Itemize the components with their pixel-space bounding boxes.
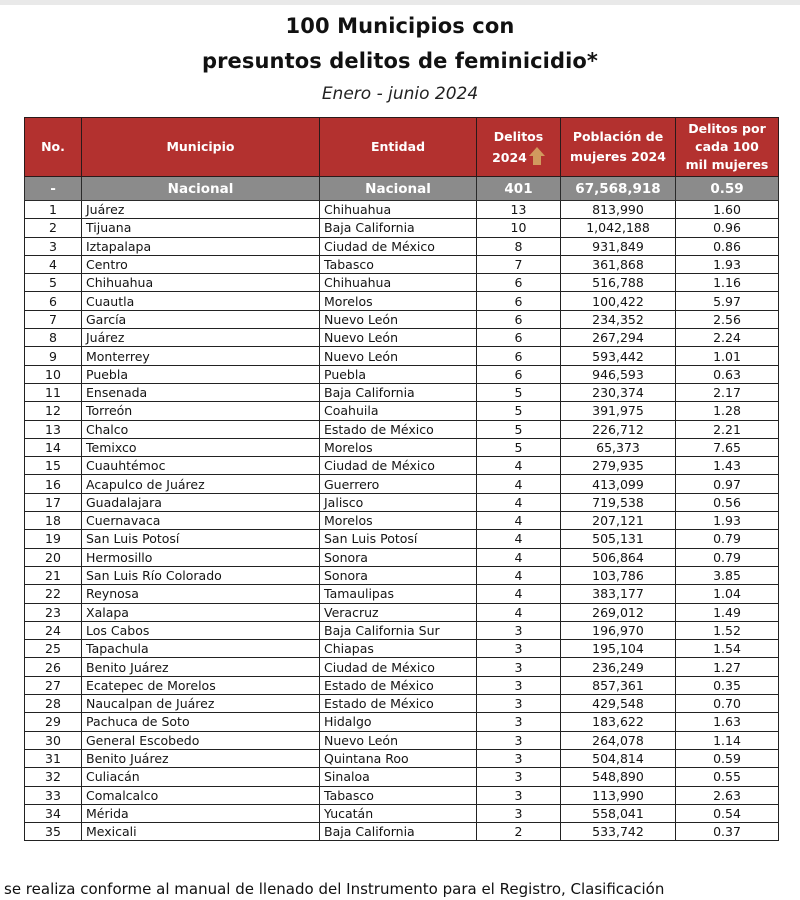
table-row — [25, 603, 779, 621]
table-row — [25, 201, 779, 219]
cell-delitos: 3 — [477, 676, 561, 694]
page-title-line-2: presuntos delitos de feminicidio* — [201, 49, 599, 73]
cell-no: 13 — [25, 420, 82, 438]
cell-entidad: Morelos — [320, 512, 477, 530]
cell-entidad: Estado de México — [320, 420, 477, 438]
cell-entidad: Coahuila — [320, 402, 477, 420]
cell-municipio: Cuernavaca — [82, 512, 320, 530]
cell-tasa: 0.97 — [676, 475, 779, 493]
cell-poblacion: 504,814 — [561, 749, 676, 767]
cell-delitos: 3 — [477, 731, 561, 749]
cell-delitos: 6 — [477, 274, 561, 292]
cell-municipio: Los Cabos — [82, 621, 320, 639]
cell-delitos: 4 — [477, 512, 561, 530]
table-row — [25, 237, 779, 255]
cell-entidad: Veracruz — [320, 603, 477, 621]
cell-municipio: Reynosa — [82, 585, 320, 603]
national-total-row — [25, 177, 779, 201]
cell-entidad: Nuevo León — [320, 347, 477, 365]
cell-poblacion: 413,099 — [561, 475, 676, 493]
cell-no: 22 — [25, 585, 82, 603]
cell-poblacion: 946,593 — [561, 365, 676, 383]
cell-poblacion: 207,121 — [561, 512, 676, 530]
table-row — [25, 731, 779, 749]
cell-municipio: Tapachula — [82, 640, 320, 658]
cell-poblacion: 269,012 — [561, 603, 676, 621]
cell-municipio: Centro — [82, 255, 320, 273]
cell-no: 14 — [25, 438, 82, 456]
cell-tasa: 0.59 — [676, 177, 779, 201]
cell-poblacion: 533,742 — [561, 823, 676, 841]
cell-poblacion: 383,177 — [561, 585, 676, 603]
cell-no: 27 — [25, 676, 82, 694]
cell-municipio: Naucalpan de Juárez — [82, 695, 320, 713]
cell-delitos: 4 — [477, 566, 561, 584]
table-row — [25, 420, 779, 438]
cell-no: 2 — [25, 219, 82, 237]
cell-no: 12 — [25, 402, 82, 420]
cell-municipio: Benito Juárez — [82, 749, 320, 767]
cell-delitos: 2 — [477, 823, 561, 841]
cell-tasa: 1.14 — [676, 731, 779, 749]
table-row — [25, 383, 779, 401]
top-border-strip — [0, 0, 800, 5]
cell-entidad: Yucatán — [320, 804, 477, 822]
cell-poblacion: 857,361 — [561, 676, 676, 694]
cell-tasa: 0.54 — [676, 804, 779, 822]
cell-municipio: Torreón — [82, 402, 320, 420]
cell-entidad: Baja California — [320, 823, 477, 841]
cell-no: 33 — [25, 786, 82, 804]
cell-no: 28 — [25, 695, 82, 713]
cell-poblacion: 100,422 — [561, 292, 676, 310]
cell-poblacion: 1,042,188 — [561, 219, 676, 237]
cell-entidad: Morelos — [320, 438, 477, 456]
cell-poblacion: 67,568,918 — [561, 177, 676, 201]
cell-municipio: Cuauhtémoc — [82, 457, 320, 475]
cell-poblacion: 931,849 — [561, 237, 676, 255]
cell-entidad: Ciudad de México — [320, 457, 477, 475]
cell-delitos: 6 — [477, 365, 561, 383]
cell-municipio: García — [82, 310, 320, 328]
cell-entidad: Nuevo León — [320, 329, 477, 347]
cell-entidad: Baja California — [320, 219, 477, 237]
cell-no: 6 — [25, 292, 82, 310]
cell-entidad: Baja California — [320, 383, 477, 401]
cell-tasa: 0.79 — [676, 548, 779, 566]
cell-entidad: Chihuahua — [320, 274, 477, 292]
cell-entidad: Jalisco — [320, 493, 477, 511]
cell-entidad: Baja California Sur — [320, 621, 477, 639]
cell-entidad: Tabasco — [320, 255, 477, 273]
column-header-tasa: Delitos por cada 100 mil mujeres — [676, 118, 779, 177]
cell-entidad: Tamaulipas — [320, 585, 477, 603]
cell-no: 7 — [25, 310, 82, 328]
cell-municipio: Ecatepec de Morelos — [82, 676, 320, 694]
table-row — [25, 621, 779, 639]
cell-delitos: 3 — [477, 749, 561, 767]
cell-municipio: Nacional — [82, 177, 320, 201]
cell-delitos: 5 — [477, 402, 561, 420]
cell-tasa: 1.43 — [676, 457, 779, 475]
cell-delitos: 3 — [477, 713, 561, 731]
cell-tasa: 1.93 — [676, 512, 779, 530]
cell-municipio: Temixco — [82, 438, 320, 456]
cell-entidad: Ciudad de México — [320, 658, 477, 676]
cell-tasa: 2.24 — [676, 329, 779, 347]
cell-delitos: 4 — [477, 530, 561, 548]
table-row — [25, 713, 779, 731]
table-row — [25, 365, 779, 383]
cell-tasa: 0.55 — [676, 768, 779, 786]
cell-tasa: 0.35 — [676, 676, 779, 694]
cell-no: 1 — [25, 201, 82, 219]
cell-no: 4 — [25, 255, 82, 273]
table-row — [25, 530, 779, 548]
cell-tasa: 1.28 — [676, 402, 779, 420]
table-row — [25, 804, 779, 822]
cell-no: 24 — [25, 621, 82, 639]
cell-entidad: Nuevo León — [320, 310, 477, 328]
cell-no: 19 — [25, 530, 82, 548]
table-row — [25, 695, 779, 713]
cell-poblacion: 516,788 — [561, 274, 676, 292]
cell-tasa: 1.01 — [676, 347, 779, 365]
cell-municipio: Puebla — [82, 365, 320, 383]
cell-poblacion: 65,373 — [561, 438, 676, 456]
cell-entidad: San Luis Potosí — [320, 530, 477, 548]
cell-municipio: Guadalajara — [82, 493, 320, 511]
cell-tasa: 0.70 — [676, 695, 779, 713]
cell-delitos: 6 — [477, 292, 561, 310]
cell-poblacion: 593,442 — [561, 347, 676, 365]
cell-municipio: Culiacán — [82, 768, 320, 786]
cell-no: 8 — [25, 329, 82, 347]
cell-tasa: 7.65 — [676, 438, 779, 456]
cell-tasa: 2.56 — [676, 310, 779, 328]
table-row — [25, 768, 779, 786]
cell-municipio: Chihuahua — [82, 274, 320, 292]
table-row — [25, 658, 779, 676]
page-title-line-1: 100 Municipios con — [285, 14, 515, 38]
cell-no: 35 — [25, 823, 82, 841]
cell-municipio: San Luis Potosí — [82, 530, 320, 548]
cell-no: 9 — [25, 347, 82, 365]
cell-poblacion: 183,622 — [561, 713, 676, 731]
cell-no: 25 — [25, 640, 82, 658]
cell-municipio: Chalco — [82, 420, 320, 438]
cell-tasa: 0.59 — [676, 749, 779, 767]
cell-delitos: 7 — [477, 255, 561, 273]
cell-entidad: Sonora — [320, 566, 477, 584]
cell-municipio: Monterrey — [82, 347, 320, 365]
cell-municipio: Pachuca de Soto — [82, 713, 320, 731]
cell-delitos: 5 — [477, 383, 561, 401]
table-row — [25, 402, 779, 420]
cell-delitos: 4 — [477, 475, 561, 493]
cell-no: 30 — [25, 731, 82, 749]
table-row — [25, 566, 779, 584]
cell-poblacion: 813,990 — [561, 201, 676, 219]
cell-tasa: 1.27 — [676, 658, 779, 676]
cell-municipio: Acapulco de Juárez — [82, 475, 320, 493]
cell-tasa: 0.79 — [676, 530, 779, 548]
cell-tasa: 0.86 — [676, 237, 779, 255]
cell-delitos: 6 — [477, 329, 561, 347]
table-row — [25, 749, 779, 767]
cell-delitos: 13 — [477, 201, 561, 219]
cell-tasa: 1.04 — [676, 585, 779, 603]
cell-tasa: 0.56 — [676, 493, 779, 511]
cell-tasa: 2.63 — [676, 786, 779, 804]
cell-delitos: 4 — [477, 493, 561, 511]
table-row — [25, 548, 779, 566]
cell-delitos: 3 — [477, 804, 561, 822]
cell-delitos: 3 — [477, 621, 561, 639]
cell-tasa: 0.96 — [676, 219, 779, 237]
column-header-poblacion: Población de mujeres 2024 — [561, 118, 676, 177]
cell-no: 11 — [25, 383, 82, 401]
table-row — [25, 512, 779, 530]
cell-municipio: San Luis Río Colorado — [82, 566, 320, 584]
cell-poblacion: 230,374 — [561, 383, 676, 401]
table-row — [25, 347, 779, 365]
cell-delitos: 4 — [477, 457, 561, 475]
cell-municipio: Benito Juárez — [82, 658, 320, 676]
cell-tasa: 1.16 — [676, 274, 779, 292]
column-header-delitos[interactable]: Delitos 2024 — [477, 118, 561, 177]
cell-municipio: Mérida — [82, 804, 320, 822]
cell-no: 15 — [25, 457, 82, 475]
cell-delitos: 3 — [477, 768, 561, 786]
cell-municipio: Xalapa — [82, 603, 320, 621]
arrow-up-icon — [529, 147, 545, 165]
cell-poblacion: 113,990 — [561, 786, 676, 804]
cell-tasa: 0.63 — [676, 365, 779, 383]
cell-no: 20 — [25, 548, 82, 566]
cell-poblacion: 391,975 — [561, 402, 676, 420]
cell-poblacion: 234,352 — [561, 310, 676, 328]
cell-delitos: 5 — [477, 438, 561, 456]
table-row — [25, 255, 779, 273]
cell-municipio: Juárez — [82, 329, 320, 347]
cell-tasa: 3.85 — [676, 566, 779, 584]
table-row — [25, 640, 779, 658]
cell-entidad: Ciudad de México — [320, 237, 477, 255]
footnote-text: se realiza conforme al manual de llenado del Instrumento para el Registro, Clasificación — [4, 880, 665, 898]
cell-poblacion: 506,864 — [561, 548, 676, 566]
cell-municipio: Cuautla — [82, 292, 320, 310]
cell-municipio: Iztapalapa — [82, 237, 320, 255]
cell-tasa: 1.52 — [676, 621, 779, 639]
table-row — [25, 493, 779, 511]
column-header-municipio: Municipio — [82, 118, 320, 177]
cell-tasa: 2.21 — [676, 420, 779, 438]
cell-no: 31 — [25, 749, 82, 767]
cell-entidad: Estado de México — [320, 695, 477, 713]
cell-entidad: Sonora — [320, 548, 477, 566]
cell-poblacion: 505,131 — [561, 530, 676, 548]
cell-delitos: 401 — [477, 177, 561, 201]
cell-poblacion: 279,935 — [561, 457, 676, 475]
cell-delitos: 3 — [477, 658, 561, 676]
cell-entidad: Sinaloa — [320, 768, 477, 786]
table-row — [25, 475, 779, 493]
cell-entidad: Morelos — [320, 292, 477, 310]
cell-municipio: Comalcalco — [82, 786, 320, 804]
cell-entidad: Estado de México — [320, 676, 477, 694]
cell-entidad: Nuevo León — [320, 731, 477, 749]
cell-no: 34 — [25, 804, 82, 822]
table-row — [25, 274, 779, 292]
cell-poblacion: 548,890 — [561, 768, 676, 786]
cell-delitos: 4 — [477, 548, 561, 566]
cell-no: 21 — [25, 566, 82, 584]
cell-poblacion: 195,104 — [561, 640, 676, 658]
cell-delitos: 4 — [477, 603, 561, 621]
cell-delitos: 8 — [477, 237, 561, 255]
cell-delitos: 4 — [477, 585, 561, 603]
cell-municipio: General Escobedo — [82, 731, 320, 749]
table-row — [25, 310, 779, 328]
cell-entidad: Quintana Roo — [320, 749, 477, 767]
cell-delitos: 5 — [477, 420, 561, 438]
table-row — [25, 457, 779, 475]
cell-delitos: 6 — [477, 347, 561, 365]
cell-municipio: Ensenada — [82, 383, 320, 401]
cell-poblacion: 103,786 — [561, 566, 676, 584]
cell-poblacion: 558,041 — [561, 804, 676, 822]
cell-entidad: Guerrero — [320, 475, 477, 493]
cell-entidad: Tabasco — [320, 786, 477, 804]
cell-no: 16 — [25, 475, 82, 493]
cell-entidad: Puebla — [320, 365, 477, 383]
cell-poblacion: 264,078 — [561, 731, 676, 749]
table-row — [25, 438, 779, 456]
cell-poblacion: 196,970 — [561, 621, 676, 639]
cell-municipio: Tijuana — [82, 219, 320, 237]
period-subtitle: Enero - junio 2024 — [321, 84, 479, 104]
cell-delitos: 3 — [477, 640, 561, 658]
cell-tasa: 1.60 — [676, 201, 779, 219]
cell-municipio: Mexicali — [82, 823, 320, 841]
cell-tasa: 1.49 — [676, 603, 779, 621]
cell-tasa: 5.97 — [676, 292, 779, 310]
cell-poblacion: 719,538 — [561, 493, 676, 511]
cell-no: 17 — [25, 493, 82, 511]
table-row — [25, 823, 779, 841]
cell-no: - — [25, 177, 82, 201]
cell-no: 3 — [25, 237, 82, 255]
cell-tasa: 1.63 — [676, 713, 779, 731]
cell-poblacion: 361,868 — [561, 255, 676, 273]
column-header-entidad: Entidad — [320, 118, 477, 177]
cell-no: 23 — [25, 603, 82, 621]
cell-delitos: 10 — [477, 219, 561, 237]
table-row — [25, 585, 779, 603]
cell-no: 5 — [25, 274, 82, 292]
cell-no: 32 — [25, 768, 82, 786]
column-header-no: No. — [25, 118, 82, 177]
cell-poblacion: 267,294 — [561, 329, 676, 347]
cell-tasa: 1.93 — [676, 255, 779, 273]
cell-no: 10 — [25, 365, 82, 383]
table-row — [25, 676, 779, 694]
table-row — [25, 219, 779, 237]
cell-no: 29 — [25, 713, 82, 731]
table-row — [25, 329, 779, 347]
cell-no: 26 — [25, 658, 82, 676]
cell-entidad: Chihuahua — [320, 201, 477, 219]
table-row — [25, 292, 779, 310]
cell-poblacion: 236,249 — [561, 658, 676, 676]
cell-entidad: Nacional — [320, 177, 477, 201]
cell-municipio: Hermosillo — [82, 548, 320, 566]
cell-entidad: Hidalgo — [320, 713, 477, 731]
cell-delitos: 6 — [477, 310, 561, 328]
table-header-row — [25, 118, 779, 177]
cell-delitos: 3 — [477, 786, 561, 804]
cell-no: 18 — [25, 512, 82, 530]
cell-poblacion: 226,712 — [561, 420, 676, 438]
table-row — [25, 786, 779, 804]
cell-delitos: 3 — [477, 695, 561, 713]
cell-municipio: Juárez — [82, 201, 320, 219]
cell-tasa: 1.54 — [676, 640, 779, 658]
cell-entidad: Chiapas — [320, 640, 477, 658]
cell-tasa: 0.37 — [676, 823, 779, 841]
cell-poblacion: 429,548 — [561, 695, 676, 713]
feminicide-municipalities-table — [24, 117, 779, 841]
cell-tasa: 2.17 — [676, 383, 779, 401]
